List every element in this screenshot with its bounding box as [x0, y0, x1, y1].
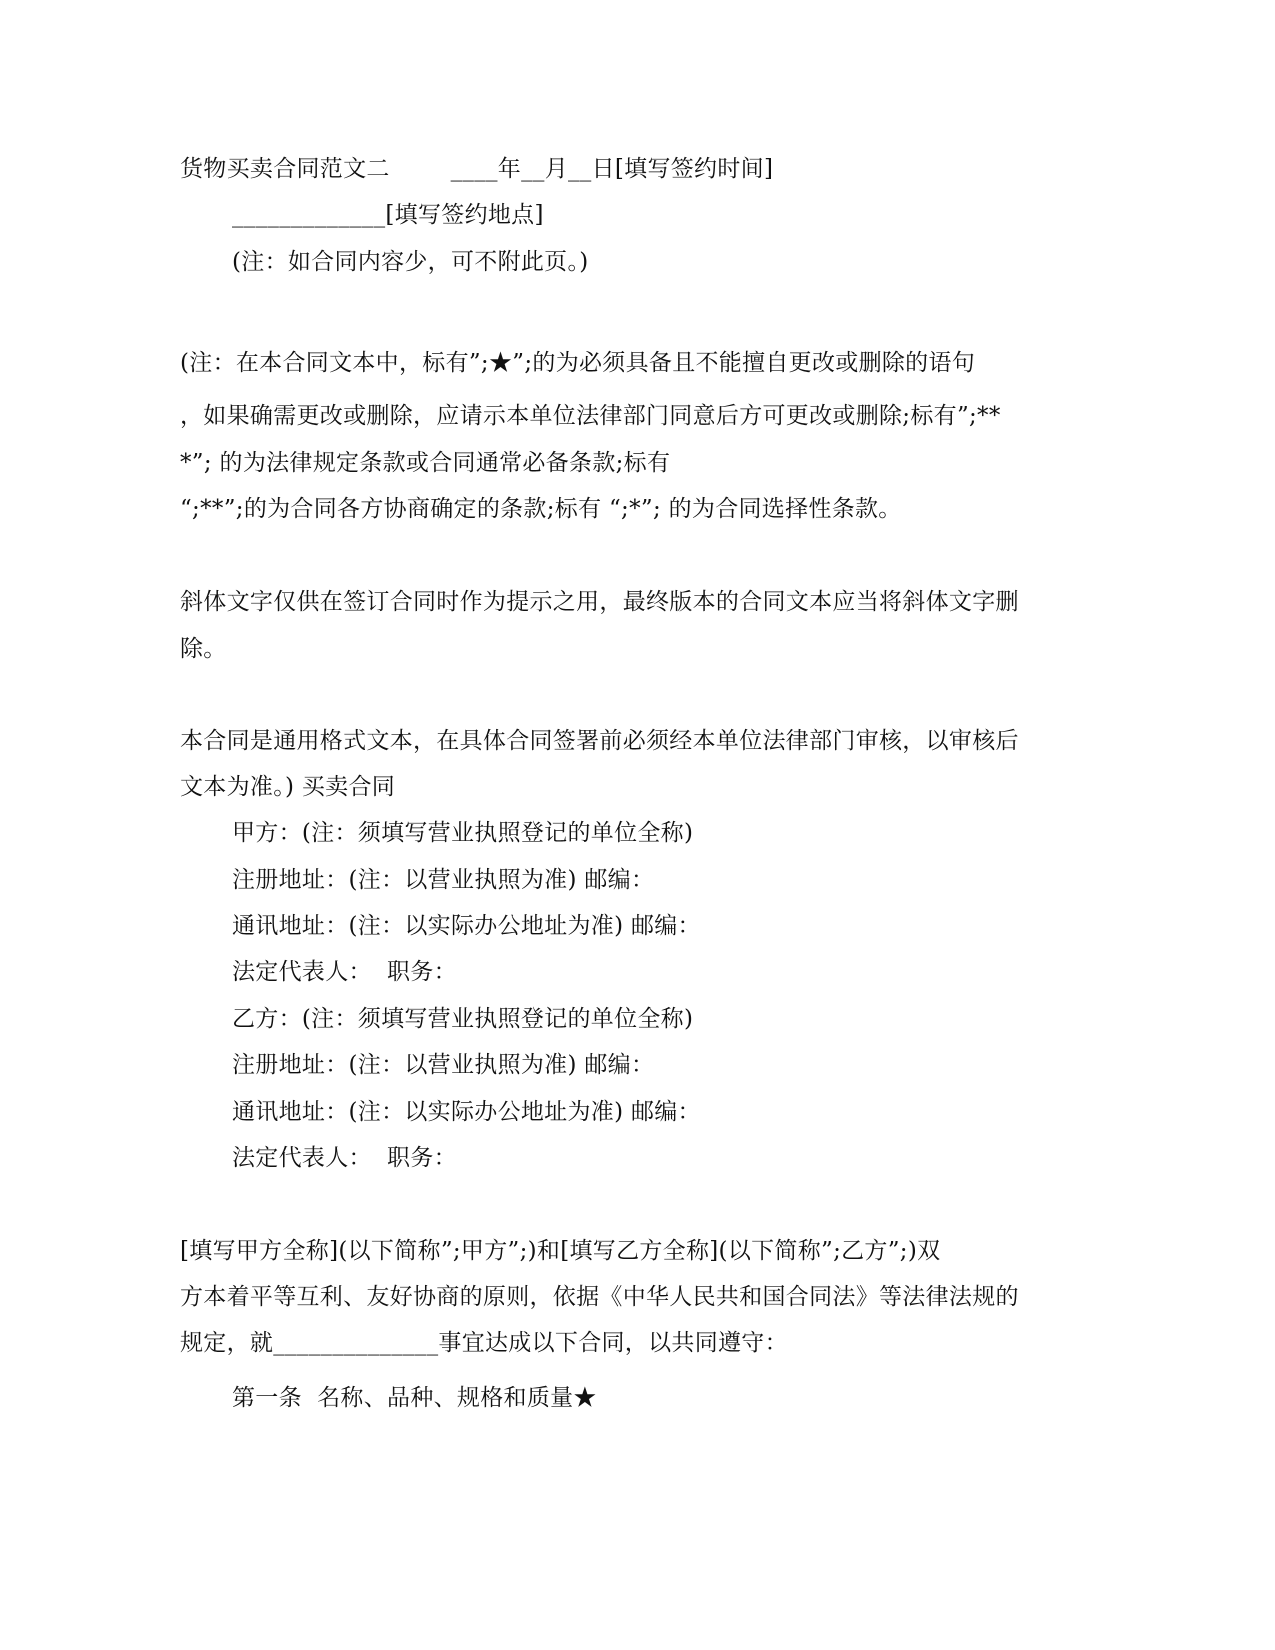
paragraph-line: 本合同是通用格式文本，在具体合同签署前必须经本单位法律部门审核，以审核后: [180, 728, 1019, 754]
document-title-line: 货物买卖合同范文二 ____年__月__日[填写签约时间]: [180, 156, 774, 182]
party-b-line: 乙方：(注：须填写营业执照登记的单位全称): [232, 1006, 694, 1032]
party-a-mailing-address: 通讯地址：(注：以实际办公地址为准) 邮编：: [232, 913, 701, 939]
party-b-mailing-address: 通讯地址：(注：以实际办公地址为准) 邮编：: [232, 1099, 701, 1125]
signing-place-line: _____________[填写签约地点]: [232, 202, 544, 228]
note-line: (注：如合同内容少，可不附此页。): [232, 249, 589, 275]
party-a-registered-address: 注册地址：(注：以营业执照为准) 邮编：: [232, 867, 655, 893]
paragraph-line: “;**”;的为合同各方协商确定的条款;标有 “;*”; 的为合同选择性条款。: [180, 496, 902, 522]
party-a-line: 甲方：(注：须填写营业执照登记的单位全称): [232, 820, 694, 846]
paragraph-line: 斜体文字仅供在签订合同时作为提示之用，最终版本的合同文本应当将斜体文字删: [180, 589, 1019, 615]
party-a-representative: 法定代表人： 职务：: [232, 959, 457, 985]
paragraph-line: *”; 的为法律规定条款或合同通常必备条款;标有: [180, 450, 671, 476]
paragraph-line: ，如果确需更改或删除，应请示本单位法律部门同意后方可更改或删除;标有”;**: [180, 403, 1001, 429]
party-b-registered-address: 注册地址：(注：以营业执照为准) 邮编：: [232, 1052, 655, 1078]
paragraph-line: (注：在本合同文本中，标有”;★”;的为必须具备且不能擅自更改或删除的语句: [180, 350, 976, 376]
paragraph-line: 方本着平等互利、友好协商的原则，依据《中华人民共和国合同法》等法律法规的: [180, 1284, 1019, 1310]
paragraph-line: 文本为准。) 买卖合同: [180, 774, 396, 800]
article-heading: 第一条 名称、品种、规格和质量★: [232, 1385, 597, 1411]
paragraph-line: 除。: [180, 636, 227, 662]
party-b-representative: 法定代表人： 职务：: [232, 1145, 457, 1171]
paragraph-line: 规定，就______________事宜达成以下合同，以共同遵守：: [180, 1330, 788, 1356]
paragraph-line: [填写甲方全称](以下简称”;甲方”;)和[填写乙方全称](以下简称”;乙方”;)双: [180, 1238, 941, 1264]
